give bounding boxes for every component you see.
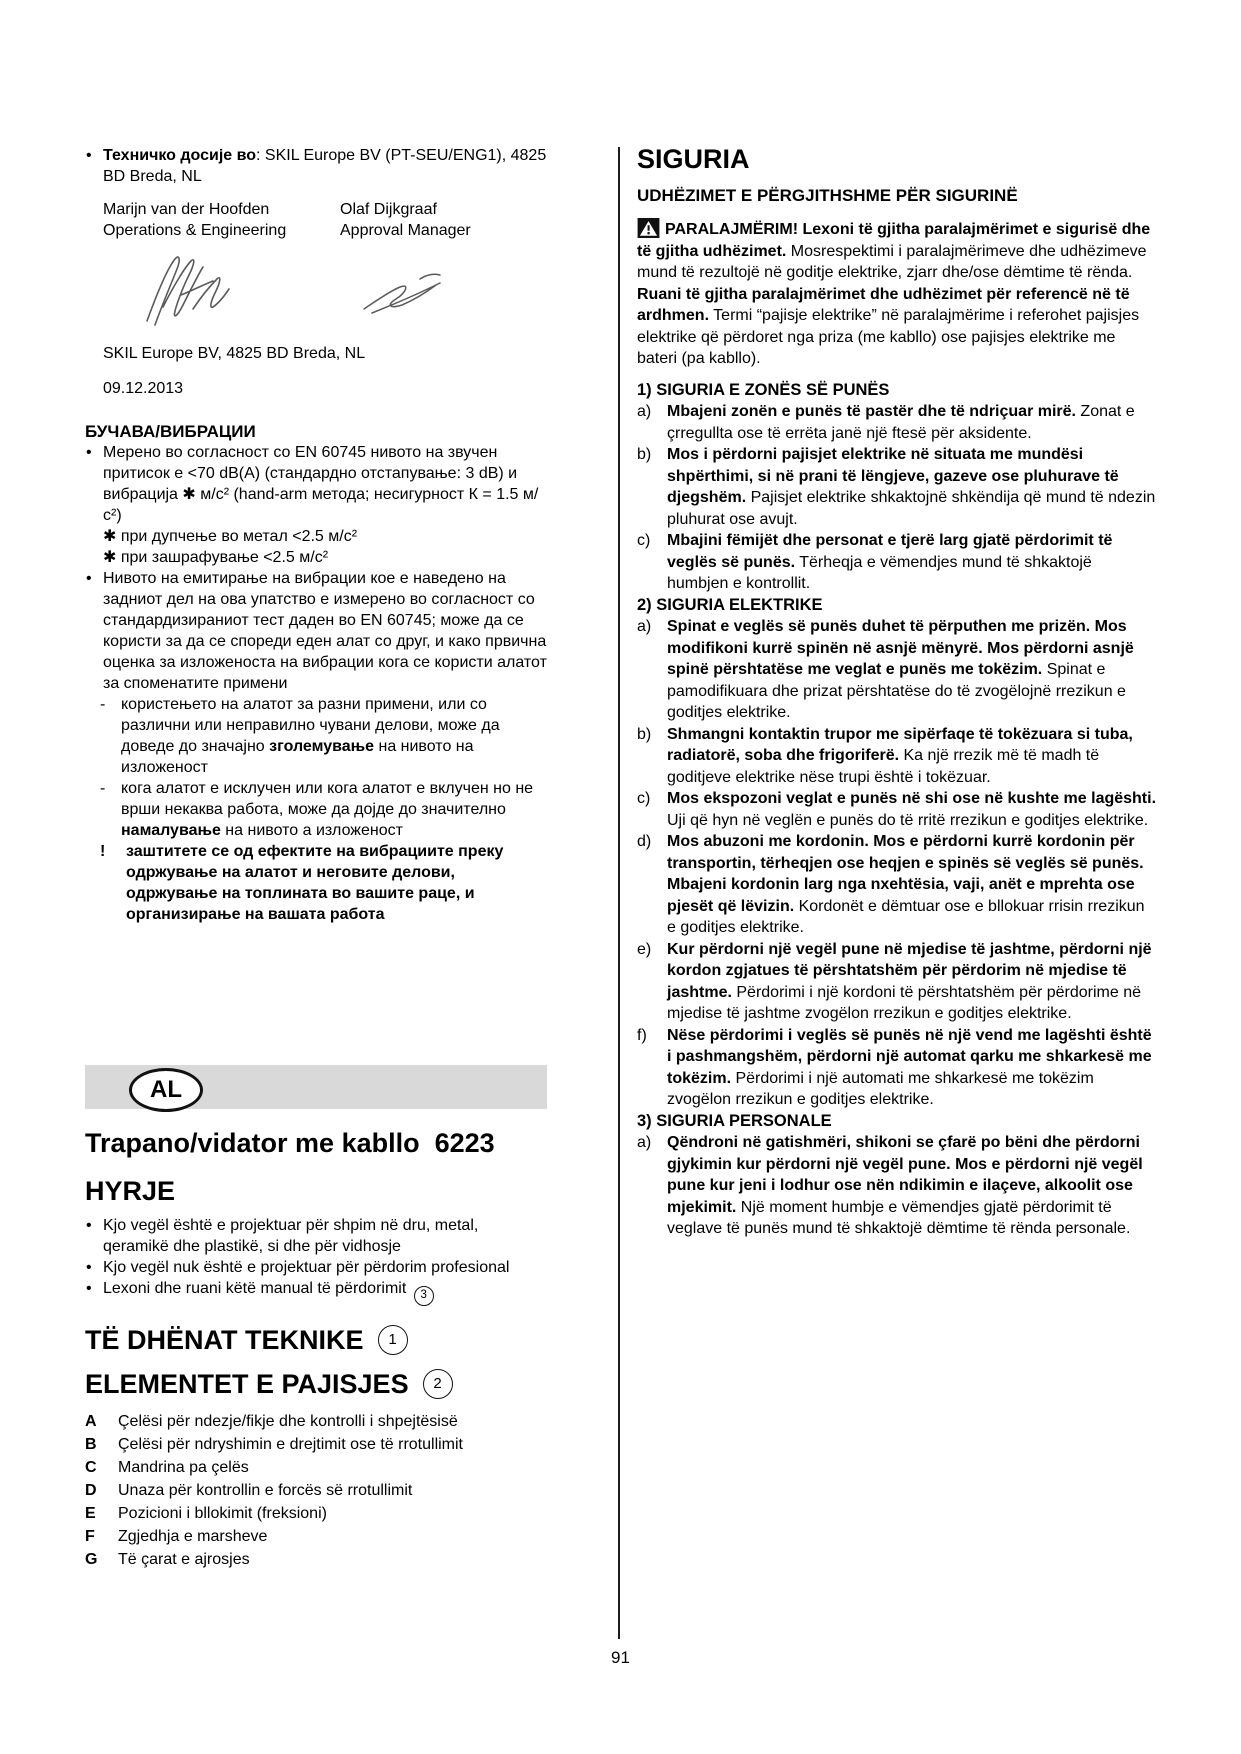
page-number: 91 (611, 1648, 630, 1667)
item-key: D (85, 1481, 97, 1499)
spacer (85, 1109, 547, 1127)
lettered-item: a) Mbajeni zonën e punës të pastër dhe të ndriçuar mirë. Zonat e çrregullta ose të errëta janë një ftesë për aksidente. (637, 403, 1135, 442)
bullet-item: • Нивото на емитирање на вибрации кое е наведено на задниот дел на ова упатство е измерено во согласност со стандардизираниот тест даден во EN 60745; може да се користи за да се спореди еден алат со друг, и како првична оценка за изложеноста на вибрации кога се користи алатот за споменатите примени (86, 570, 547, 692)
heading-text: Trapano/vidator me kabllo 6223 (85, 1128, 495, 1158)
letter-marker: b) (637, 725, 652, 743)
column-divider (618, 147, 620, 1639)
warning-icon (637, 218, 660, 238)
item-text: Mandrina pa çelës (118, 1458, 249, 1476)
letter-marker: b) (637, 446, 652, 463)
section-heading (85, 1324, 547, 1356)
section-heading (85, 1368, 547, 1400)
lettered-item: b) Mos i përdorni pajisjet elektrike në situata me mundësi shpërthimi, si në prani të lëngjeve, gazeve ose pluhurave të djegshëm. Pajisjet elektrike shkaktojnë shkëndija që mund të ndezin pluhurat ose avujt. (637, 446, 1156, 528)
lettered-item: a) Spinat e veglës së punës duhet të përputhen me prizën. Mos modifikoni kurrë spinën në asnjë mënyrë. Mos përdorni asnjë spinë përshtatëse me veglat e punës me tokëzim. Spinat e pamodifikuara dhe prizat përshtatëse do të zvogëlojnë rrezikun e goditjes elektrike. (637, 618, 1134, 721)
signatory (103, 199, 340, 241)
dash-item: - кога алатот е исклучен или кога алатот е вклучен но не врши некаква работа, може да дојде до значително намалување на нивото а изложеност (100, 780, 534, 839)
spacer (85, 1207, 547, 1215)
bullet-item: • Мерено во согласност со EN 60745 нивото на звучен притисок е <70 dB(A) (стандардно отстапување: 3 dB) и вибрација ✱ м/с² (hand-arm метода; несигурност К = 1.5 м/с²) (86, 444, 539, 524)
subsection-heading: БУЧАВА/ВИБРАЦИИ (85, 422, 256, 441)
al-country-badge: AL (129, 1068, 203, 1112)
spacer (85, 399, 547, 421)
letter-marker: f) (637, 1026, 647, 1044)
lettered-item: c) Mbajini fëmijët dhe personat e tjerë larg gjatë përdorimit të veglës së punës. Tërheqja e vëmendjes mund të shkaktojë humbjen e kontrollit. (637, 532, 1113, 592)
numbered-heading: 2) SIGURIA ELEKTRIKE (637, 595, 823, 614)
signatory-role: Operations & Engineering (103, 222, 287, 239)
bullet-item: • Lexoni dhe ruani këtë manual të përdorimit 3 (85, 1278, 547, 1306)
heading-text: TË DHËNAT TEKNIKE (85, 1324, 364, 1355)
bullet-marker: • (86, 444, 92, 461)
subsection-heading: UDHËZIMET E PËRGJITHSHME PËR SIGURINË (637, 186, 1018, 205)
circled-number: 2 (423, 1369, 453, 1399)
signatory-role: Approval Manager (340, 222, 471, 239)
list-item (85, 1456, 547, 1479)
signatory-name: Marijn van der Hoofden (103, 201, 270, 218)
lettered-item: a) Qëndroni në gatishmëri, shikoni se çfarë po bëni dhe përdorni gjykimin kur përdorni një vegël pune. Mos e përdorni një vegël pune kur jeni i lodhur ose nën ndikimin e ilaçeve, alkoolit ose mjekimit. Një moment humbje e vëmendjes gjatë përdorimit të veglave të punës mund të shkaktojë dëmtime të rënda personale. (637, 1134, 1143, 1237)
item-text: Çelësi për ndryshimin e drejtimit ose të rrotullimit (118, 1435, 463, 1453)
section-heading (85, 1127, 547, 1159)
heading-text: SIGURIA (637, 144, 750, 174)
bullet-marker: • (86, 1217, 92, 1234)
circled-number: 3 (414, 1286, 434, 1306)
bullet-marker: • (86, 1259, 92, 1276)
letter-marker: c) (637, 532, 651, 549)
signature-image (340, 251, 547, 337)
bullet-marker: • (86, 1280, 92, 1297)
signature-image (103, 251, 340, 337)
spacer (637, 370, 1157, 380)
bullet-item: • Kjo vegël nuk është e projektuar për përdorim profesional (86, 1259, 510, 1276)
letter-marker: a) (637, 618, 652, 635)
lettered-item: c) Mos ekspozoni veglat e punës në shi ose në kushte me lagështi. Uji që hyn në veglën e punës do të rritë rrezikun e goditjes elektrike. (637, 790, 1157, 829)
bullet-marker: • (86, 147, 92, 164)
item-text: Të çarat e ajrosjes (118, 1550, 250, 1568)
item-text: Pozicioni i bllokimit (freksioni) (118, 1504, 327, 1522)
item-key: C (85, 1458, 97, 1476)
sub-line: ✱ при зашрафување <2.5 м/с² (103, 549, 329, 566)
list-item (85, 1548, 547, 1571)
country-badge-bar (85, 1065, 547, 1109)
paragraph: SKIL Europe BV, 4825 BD Breda, NL (103, 345, 366, 362)
paragraph: 09.12.2013 (103, 380, 184, 397)
heading-text: HYRJE (85, 1176, 176, 1206)
signatory-name: Olaf Dijkgraaf (340, 201, 437, 218)
sub-line: ✱ при дупчење во метал <2.5 м/с² (103, 528, 358, 545)
list-item (85, 1502, 547, 1525)
spacer (85, 1159, 547, 1175)
spacer (85, 187, 547, 199)
dash-marker: - (100, 780, 106, 797)
bullet-item: • Kjo vegël është e projektuar për shpim në dru, metal, qeramikë dhe plastikë, si dhe për vidhosje (86, 1217, 479, 1255)
dash-item: - користењето на алатот за разни примени, или со различни или неправилно чувани делови, може да доведе до значајно зголемување на нивото на изложеност (100, 696, 500, 776)
circled-number: 1 (378, 1325, 408, 1355)
letter-marker: e) (637, 940, 652, 958)
left-column (85, 145, 547, 1571)
lettered-item: e) Kur përdorni një vegël pune në mjedise të jashtme, përdorni një kordon zgjatues të përshtatshëm për përdorim në mjedise të jashtme. Përdorimi i një kordoni të përshtatshëm për përdorime në mjedise të jashtme zvogëlon rrezikun e goditjes elektrike. (637, 940, 1152, 1022)
bullet-item: • Техничко досије во: SKIL Europe BV (PT-SEU/ENG1), 4825 BD Breda, NL (86, 147, 547, 185)
item-text: Zgjedhja e marsheve (118, 1527, 268, 1545)
warning-note: ! заштитете се од ефектите на вибрациите преку одржување на алатот и неговите делови, одржување на топлината во вашите раце, и организирање на вашата работа (100, 843, 504, 923)
item-text: Çelësi për ndezje/fikje dhe kontrolli i shpejtësisë (118, 1412, 458, 1430)
item-key: A (85, 1412, 97, 1430)
list-item (85, 1433, 547, 1456)
signatories (103, 199, 547, 337)
spacer (637, 206, 1157, 218)
dash-marker: - (100, 696, 106, 713)
lettered-item: b) Shmangni kontaktin trupor me sipërfaqe të tokëzuara si tuba, radiatorë, soba dhe frigoriferë. Ka një rrezik më të madh të goditjeve elektrike nëse trupi është i tokëzuar. (637, 725, 1133, 786)
lettered-item: f) Nëse përdorimi i veglës së punës në një vend me lagështi është i pashmangshëm, përdorni një automat qarku me shkarkesë me tokëzim. Përdorimi i një automati me shkarkesë me tokëzim zvogëlon rrezikun e goditjes elektrike. (637, 1026, 1152, 1108)
spacer (85, 925, 547, 1065)
exclamation-marker: ! (100, 843, 106, 860)
letter-marker: c) (637, 790, 651, 807)
item-key: B (85, 1435, 97, 1453)
right-column (637, 143, 1157, 1240)
letter-marker: a) (637, 403, 652, 420)
numbered-heading: 1) SIGURIA E ZONËS SË PUNËS (637, 380, 890, 399)
item-key: G (85, 1550, 98, 1568)
letter-marker: d) (637, 833, 652, 850)
warning-paragraph: PARALAJMËRIM! Lexoni të gjitha paralajmërimet e sigurisë dhe të gjitha udhëzimet. Mosrespektimi i paralajmërimeve dhe udhëzimeve mund të rezultojë në goditje elektrike, zjarr dhe/ose dëmtime të rënda. Ruani të gjitha paralajmërimet dhe udhëzimet për referencë në të ardhmen. Termi “pajisje elektrike” në paralajmërime i referohet pajisjes elektrike që përdoret nga priza (me kabllo) ose pajisjes elektrike me bateri (pa kabllo). (637, 218, 1157, 370)
list-item (85, 1479, 547, 1502)
item-key: E (85, 1504, 96, 1522)
item-text: Unaza për kontrollin e forcës së rrotullimit (118, 1481, 413, 1499)
spacer (85, 1306, 547, 1324)
list-item (85, 1410, 547, 1433)
item-key: F (85, 1527, 95, 1545)
numbered-heading: 3) SIGURIA PERSONALE (637, 1111, 832, 1130)
parts-list (85, 1410, 547, 1571)
bullet-marker: • (86, 570, 92, 587)
section-heading (637, 143, 1157, 175)
list-item (85, 1525, 547, 1548)
spacer (85, 1400, 547, 1410)
spacer (637, 175, 1157, 185)
heading-text: ELEMENTET E PAJISJES (85, 1368, 409, 1399)
letter-marker: a) (637, 1134, 652, 1151)
signatory (340, 199, 547, 241)
section-heading (85, 1175, 547, 1207)
spacer (85, 1356, 547, 1368)
lettered-item: d) Mos abuzoni me kordonin. Mos e përdorni kurrë kordonin për transportin, tërheqjen ose heqjen e spinës së veglës së punës. Mbajeni kordonin larg nga nxehtësia, vaji, anët e mprehta ose pjesët që lëvizin. Kordonët e dëmtuar ose e bllokuar rrisin rrezikun e goditjes elektrike. (637, 833, 1145, 936)
spacer (85, 364, 547, 378)
